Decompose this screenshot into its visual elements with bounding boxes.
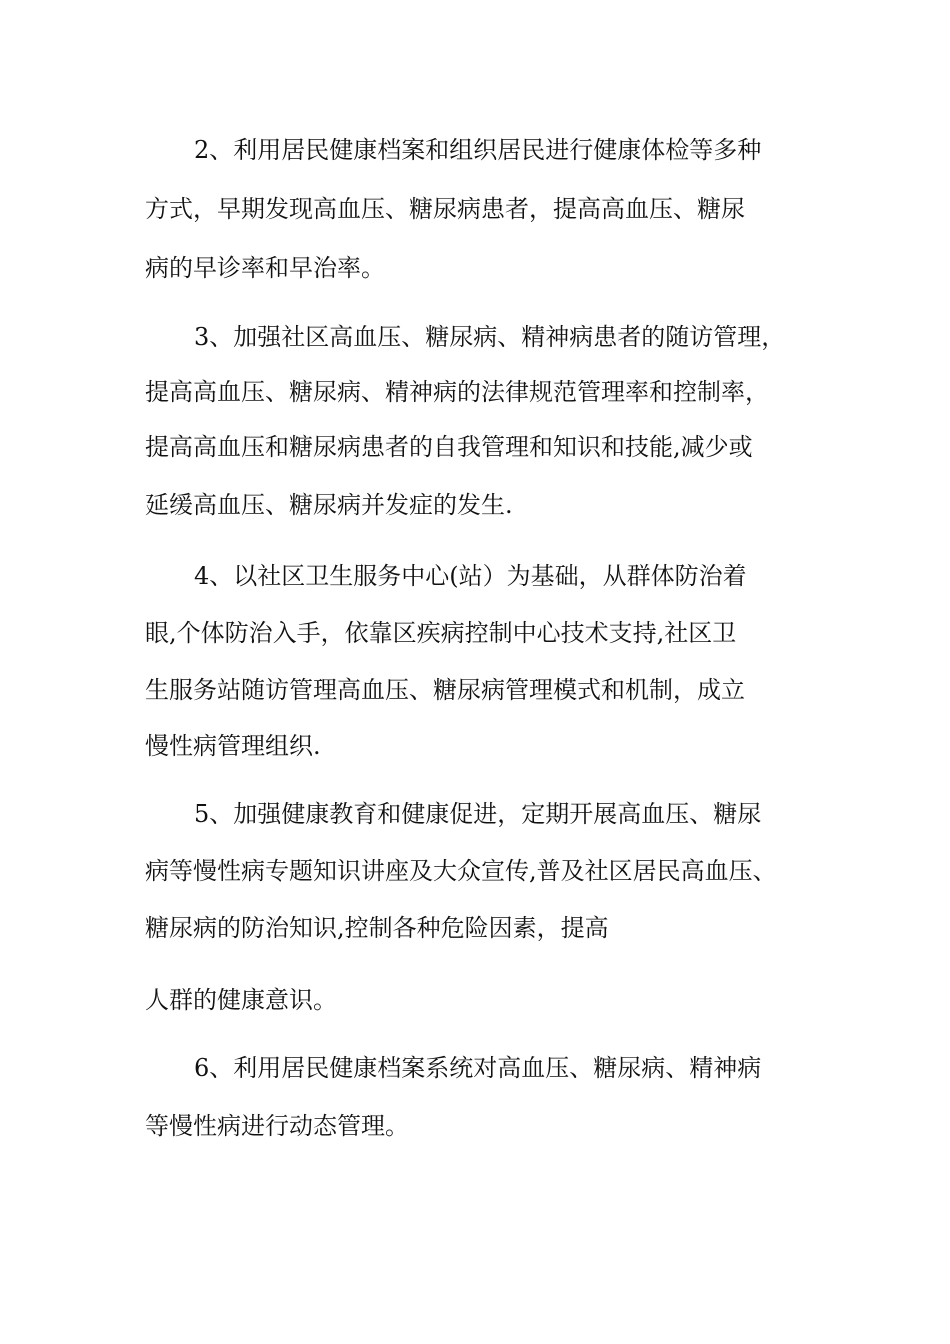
paragraph-4-line-3: 生服务站随访管理高血压、糖尿病管理模式和机制，成立 — [145, 676, 745, 704]
paragraph-4-line-1: 4、以社区卫生服务中心(站）为基础，从群体防治着 — [194, 562, 747, 590]
paragraph-4-line-4: 慢性病管理组织. — [145, 732, 321, 760]
paragraph-2-line-3: 病的早诊率和早治率。 — [145, 254, 385, 282]
paragraph-3-line-1: 3、加强社区高血压、糖尿病、精神病患者的随访管理， — [194, 323, 786, 351]
paragraph-2-line-1: 2、利用居民健康档案和组织居民进行健康体检等多种 — [194, 136, 762, 164]
paragraph-6-line-1: 6、利用居民健康档案系统对高血压、糖尿病、精神病 — [194, 1054, 762, 1082]
paragraph-5-line-1: 5、加强健康教育和健康促进，定期开展高血压、糖尿 — [194, 800, 762, 828]
paragraph-6-line-2: 等慢性病进行动态管理。 — [145, 1112, 409, 1140]
paragraph-3-line-3: 提高高血压和糖尿病患者的自我管理和知识和技能,减少或 — [145, 433, 753, 461]
paragraph-5-line-3: 糖尿病的防治知识,控制各种危险因素，提高 — [145, 914, 609, 942]
paragraph-3-line-2: 提高高血压、糖尿病、精神病的法律规范管理率和控制率， — [145, 378, 769, 406]
paragraph-3-line-4: 延缓高血压、糖尿病并发症的发生. — [145, 491, 513, 519]
paragraph-2-line-2: 方式，早期发现高血压、糖尿病患者，提高高血压、糖尿 — [145, 195, 745, 223]
paragraph-5-line-4: 人群的健康意识。 — [145, 986, 337, 1014]
paragraph-4-line-2: 眼,个体防治入手，依靠区疾病控制中心技术支持,社区卫 — [145, 619, 737, 647]
paragraph-5-line-2: 病等慢性病专题知识讲座及大众宣传,普及社区居民高血压、 — [145, 857, 777, 885]
